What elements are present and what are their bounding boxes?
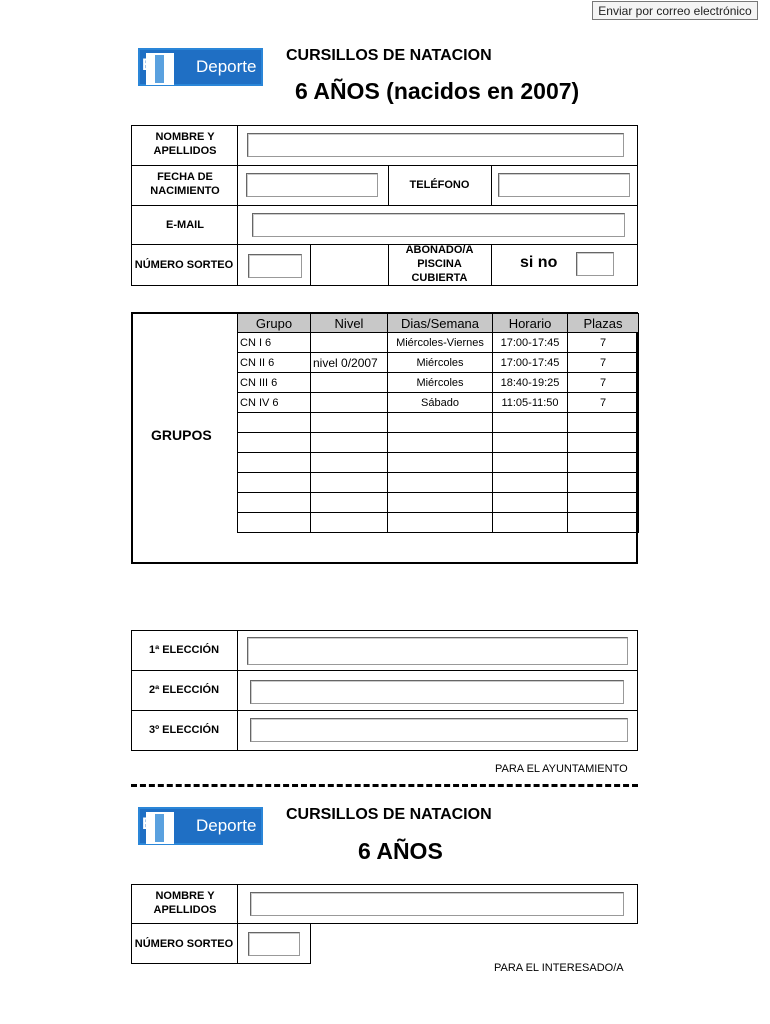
admin-footer: PARA EL AYUNTAMIENTO bbox=[495, 763, 628, 775]
cell-horario bbox=[493, 453, 568, 473]
divider bbox=[491, 165, 492, 205]
draw-number-field[interactable] bbox=[248, 254, 302, 278]
cell-plazas bbox=[568, 473, 639, 493]
cell-horario bbox=[493, 433, 568, 453]
divider bbox=[131, 710, 638, 711]
cell-plazas bbox=[568, 493, 639, 513]
divider bbox=[131, 244, 638, 245]
stub-name-field[interactable] bbox=[250, 892, 624, 916]
third-choice-label: 3º ELECCIÓN bbox=[148, 724, 220, 736]
stub-footer: PARA EL INTERESADO/A bbox=[494, 962, 624, 974]
form-title: CURSILLOS DE NATACION bbox=[286, 47, 492, 64]
subscriber-field[interactable] bbox=[576, 252, 614, 276]
cell-grupo bbox=[238, 413, 311, 433]
divider bbox=[310, 244, 311, 286]
stub-draw-label: NÚMERO SORTEO bbox=[134, 938, 234, 950]
second-choice-label: 2ª ELECCIÓN bbox=[148, 684, 220, 696]
email-label: E-MAIL bbox=[166, 219, 204, 231]
cell-plazas bbox=[568, 513, 639, 533]
name-label: NOMBRE Y APELLIDOS bbox=[153, 131, 217, 157]
cell-plazas bbox=[568, 413, 639, 433]
divider bbox=[237, 884, 238, 964]
table-row bbox=[238, 513, 639, 533]
send-email-button[interactable]: Enviar por correo electrónico bbox=[592, 1, 758, 20]
cell-dias: Miércoles-Viernes bbox=[388, 333, 493, 353]
cell-nivel bbox=[311, 493, 388, 513]
egea-deporte-logo-2 bbox=[138, 807, 263, 845]
cell-plazas: 7 bbox=[568, 373, 639, 393]
divider bbox=[131, 670, 638, 671]
cell-nivel bbox=[311, 413, 388, 433]
email-field[interactable] bbox=[252, 213, 625, 237]
cell-horario: 11:05-11:50 bbox=[493, 393, 568, 413]
cell-horario: 18:40-19:25 bbox=[493, 373, 568, 393]
phone-field[interactable] bbox=[498, 173, 630, 197]
birth-date-label: FECHA DE NACIMIENTO bbox=[150, 171, 220, 197]
divider bbox=[491, 244, 492, 286]
cell-nivel bbox=[311, 333, 388, 353]
header-dias: Dias/Semana bbox=[388, 314, 493, 333]
cell-dias bbox=[388, 413, 493, 433]
divider bbox=[388, 244, 389, 286]
cell-nivel bbox=[311, 433, 388, 453]
form-subtitle: 6 AÑOS (nacidos en 2007) bbox=[295, 78, 580, 104]
table-row bbox=[238, 333, 639, 353]
cell-grupo: CN IV 6 bbox=[238, 393, 311, 413]
cell-grupo bbox=[238, 513, 311, 533]
cell-grupo bbox=[238, 493, 311, 513]
header-plazas: Plazas bbox=[568, 314, 639, 333]
cell-nivel: nivel 0/2007 bbox=[311, 353, 388, 373]
cell-nivel bbox=[311, 393, 388, 413]
groups-label: GRUPOS bbox=[151, 427, 212, 443]
cell-dias: Miércoles bbox=[388, 373, 493, 393]
yes-no-label: si no bbox=[520, 254, 558, 271]
cell-dias bbox=[388, 433, 493, 453]
second-choice-field[interactable] bbox=[250, 680, 624, 704]
table-row bbox=[238, 433, 639, 453]
logo-word: Deporte bbox=[196, 57, 257, 76]
cell-dias: Sábado bbox=[388, 393, 493, 413]
cell-dias bbox=[388, 513, 493, 533]
table-row bbox=[238, 453, 639, 473]
cell-nivel bbox=[311, 453, 388, 473]
cell-horario bbox=[493, 473, 568, 493]
cell-dias bbox=[388, 493, 493, 513]
third-choice-field[interactable] bbox=[250, 718, 628, 742]
cell-plazas bbox=[568, 433, 639, 453]
header-grupo: Grupo bbox=[238, 314, 311, 333]
draw-number-label: NÚMERO SORTEO bbox=[134, 259, 234, 271]
table-row bbox=[238, 493, 639, 513]
cell-grupo: CN II 6 bbox=[238, 353, 311, 373]
cut-line bbox=[131, 784, 638, 791]
first-choice-label: 1ª ELECCIÓN bbox=[148, 644, 220, 656]
cell-dias: Miércoles bbox=[388, 353, 493, 373]
logo-word: Deporte bbox=[196, 816, 257, 835]
cell-horario bbox=[493, 513, 568, 533]
groups-header-row bbox=[238, 314, 639, 333]
cell-horario: 17:00-17:45 bbox=[493, 353, 568, 373]
divider bbox=[310, 924, 311, 964]
cell-horario: 17:00-17:45 bbox=[493, 333, 568, 353]
subscriber-label: ABONADO/A PISCINA CUBIERTA bbox=[405, 244, 474, 284]
divider bbox=[237, 630, 238, 751]
cell-nivel bbox=[311, 473, 388, 493]
cell-plazas: 7 bbox=[568, 393, 639, 413]
groups-table bbox=[237, 313, 639, 533]
divider bbox=[131, 165, 638, 166]
cell-nivel bbox=[311, 513, 388, 533]
table-row bbox=[238, 373, 639, 393]
name-field[interactable] bbox=[247, 133, 624, 157]
phone-label: TELÉFONO bbox=[409, 179, 470, 191]
table-row bbox=[238, 413, 639, 433]
cell-horario bbox=[493, 493, 568, 513]
table-row bbox=[238, 353, 639, 373]
cell-dias bbox=[388, 473, 493, 493]
logo-letter: E bbox=[142, 814, 154, 833]
cell-horario bbox=[493, 413, 568, 433]
stub-draw-field[interactable] bbox=[248, 932, 300, 956]
cell-plazas: 7 bbox=[568, 333, 639, 353]
cell-grupo bbox=[238, 453, 311, 473]
cell-plazas: 7 bbox=[568, 353, 639, 373]
cell-dias bbox=[388, 453, 493, 473]
cell-plazas bbox=[568, 453, 639, 473]
first-choice-field[interactable] bbox=[247, 637, 628, 665]
stub-name-label: NOMBRE Y APELLIDOS bbox=[153, 890, 217, 916]
table-row bbox=[238, 393, 639, 413]
table-row bbox=[238, 473, 639, 493]
stub-title: CURSILLOS DE NATACION bbox=[286, 806, 492, 823]
divider bbox=[131, 963, 311, 964]
cell-grupo bbox=[238, 473, 311, 493]
egea-deporte-logo bbox=[138, 48, 263, 86]
header-nivel: Nivel bbox=[311, 314, 388, 333]
cell-nivel bbox=[311, 373, 388, 393]
cell-grupo bbox=[238, 433, 311, 453]
cell-grupo: CN I 6 bbox=[238, 333, 311, 353]
cell-grupo: CN III 6 bbox=[238, 373, 311, 393]
header-horario: Horario bbox=[493, 314, 568, 333]
birth-date-field[interactable] bbox=[246, 173, 378, 197]
divider bbox=[388, 165, 389, 205]
stub-subtitle: 6 AÑOS bbox=[358, 838, 443, 864]
divider bbox=[131, 205, 638, 206]
logo-letter: E bbox=[142, 55, 154, 74]
